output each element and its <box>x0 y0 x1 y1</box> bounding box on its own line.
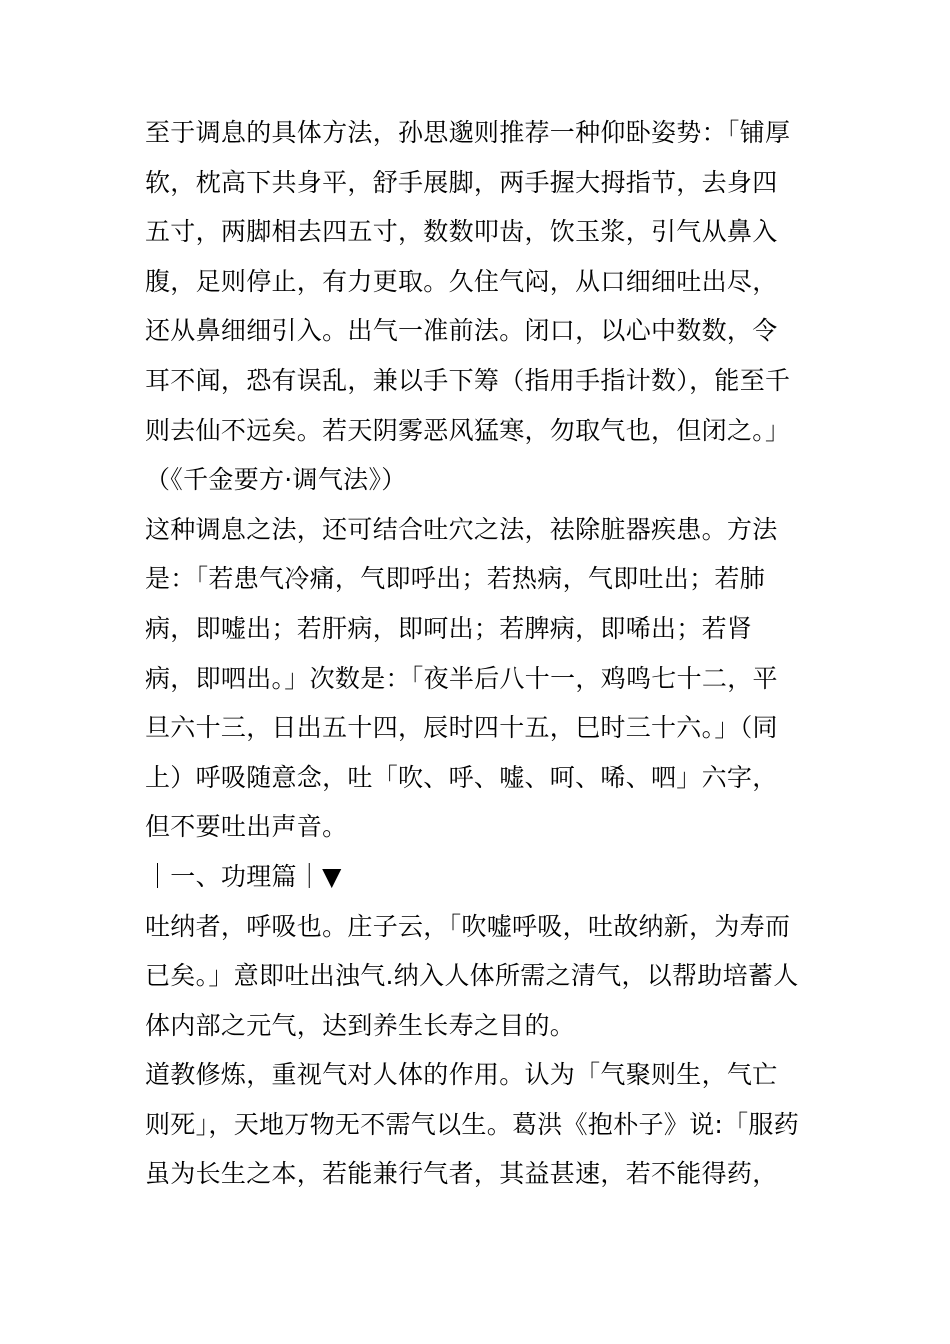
text-line: 软，枕高下共身平，舒手展脚，两手握大拇指节，去身四 <box>145 167 778 197</box>
text-line: 病，即嘘出；若肝病，即呵出；若脾病，即唏出；若肾 <box>145 613 753 643</box>
text-line: 吐纳者，呼吸也。庄子云，「吹嘘呼吸，吐故纳新，为寿而 <box>145 911 791 941</box>
text-line: 五寸，两脚相去四五寸，数数叩齿，饮玉浆，引气从鼻入 <box>145 217 778 247</box>
text-line: 则去仙不远矣。若天阴雾恶风猛寒，勿取气也，但闭之。」 <box>145 415 791 445</box>
text-line: 已矣。」意即吐出浊气.纳入人体所需之清气，以帮助培蓄人 <box>145 961 799 991</box>
text-line: 上）呼吸随意念，吐「吹、呼、嘘、呵、唏、呬」六字， <box>145 762 778 792</box>
text-line: 这种调息之法，还可结合吐穴之法，祛除脏器疾患。方法 <box>145 514 778 544</box>
text-line: 耳不闻，恐有误乱，兼以手下筹（指用手指计数），能至千 <box>145 365 791 395</box>
text-line: 虽为长生之本，若能兼行气者，其益甚速，若不能得药， <box>145 1159 778 1189</box>
text-line: 旦六十三，日出五十四，辰时四十五，巳时三十六。」（同 <box>145 713 778 743</box>
citation-line: （《千金要方·调气法》） <box>145 465 407 495</box>
text-line: 病，即呬出。」次数是：「夜半后八十一，鸡鸣七十二，平 <box>145 663 778 693</box>
text-line: 但不要吐出声音。 <box>145 812 348 842</box>
text-line: 是：「若患气冷痛，气即呼出；若热病，气即吐出；若肺 <box>145 564 766 594</box>
text-line: 腹，足则停止，有力更取。久住气闷，从口细细吐出尽， <box>145 266 778 296</box>
text-line: 道教修炼，重视气对人体的作用。认为「气聚则生，气亡 <box>145 1060 778 1090</box>
text-line: 至于调息的具体方法，孙思邈则推荐一种仰卧姿势：「铺厚 <box>145 118 791 147</box>
section-heading: ｜一、功理篇｜▼ <box>145 861 342 891</box>
text-line: 体内部之元气，达到养生长寿之目的。 <box>145 1010 576 1040</box>
text-line: 则死」，天地万物无不需气以生。葛洪《抱朴子》说:「服药 <box>145 1109 800 1139</box>
body-text <box>145 108 825 1199</box>
text-line: 还从鼻细细引入。出气一准前法。闭口，以心中数数，令 <box>145 316 778 346</box>
